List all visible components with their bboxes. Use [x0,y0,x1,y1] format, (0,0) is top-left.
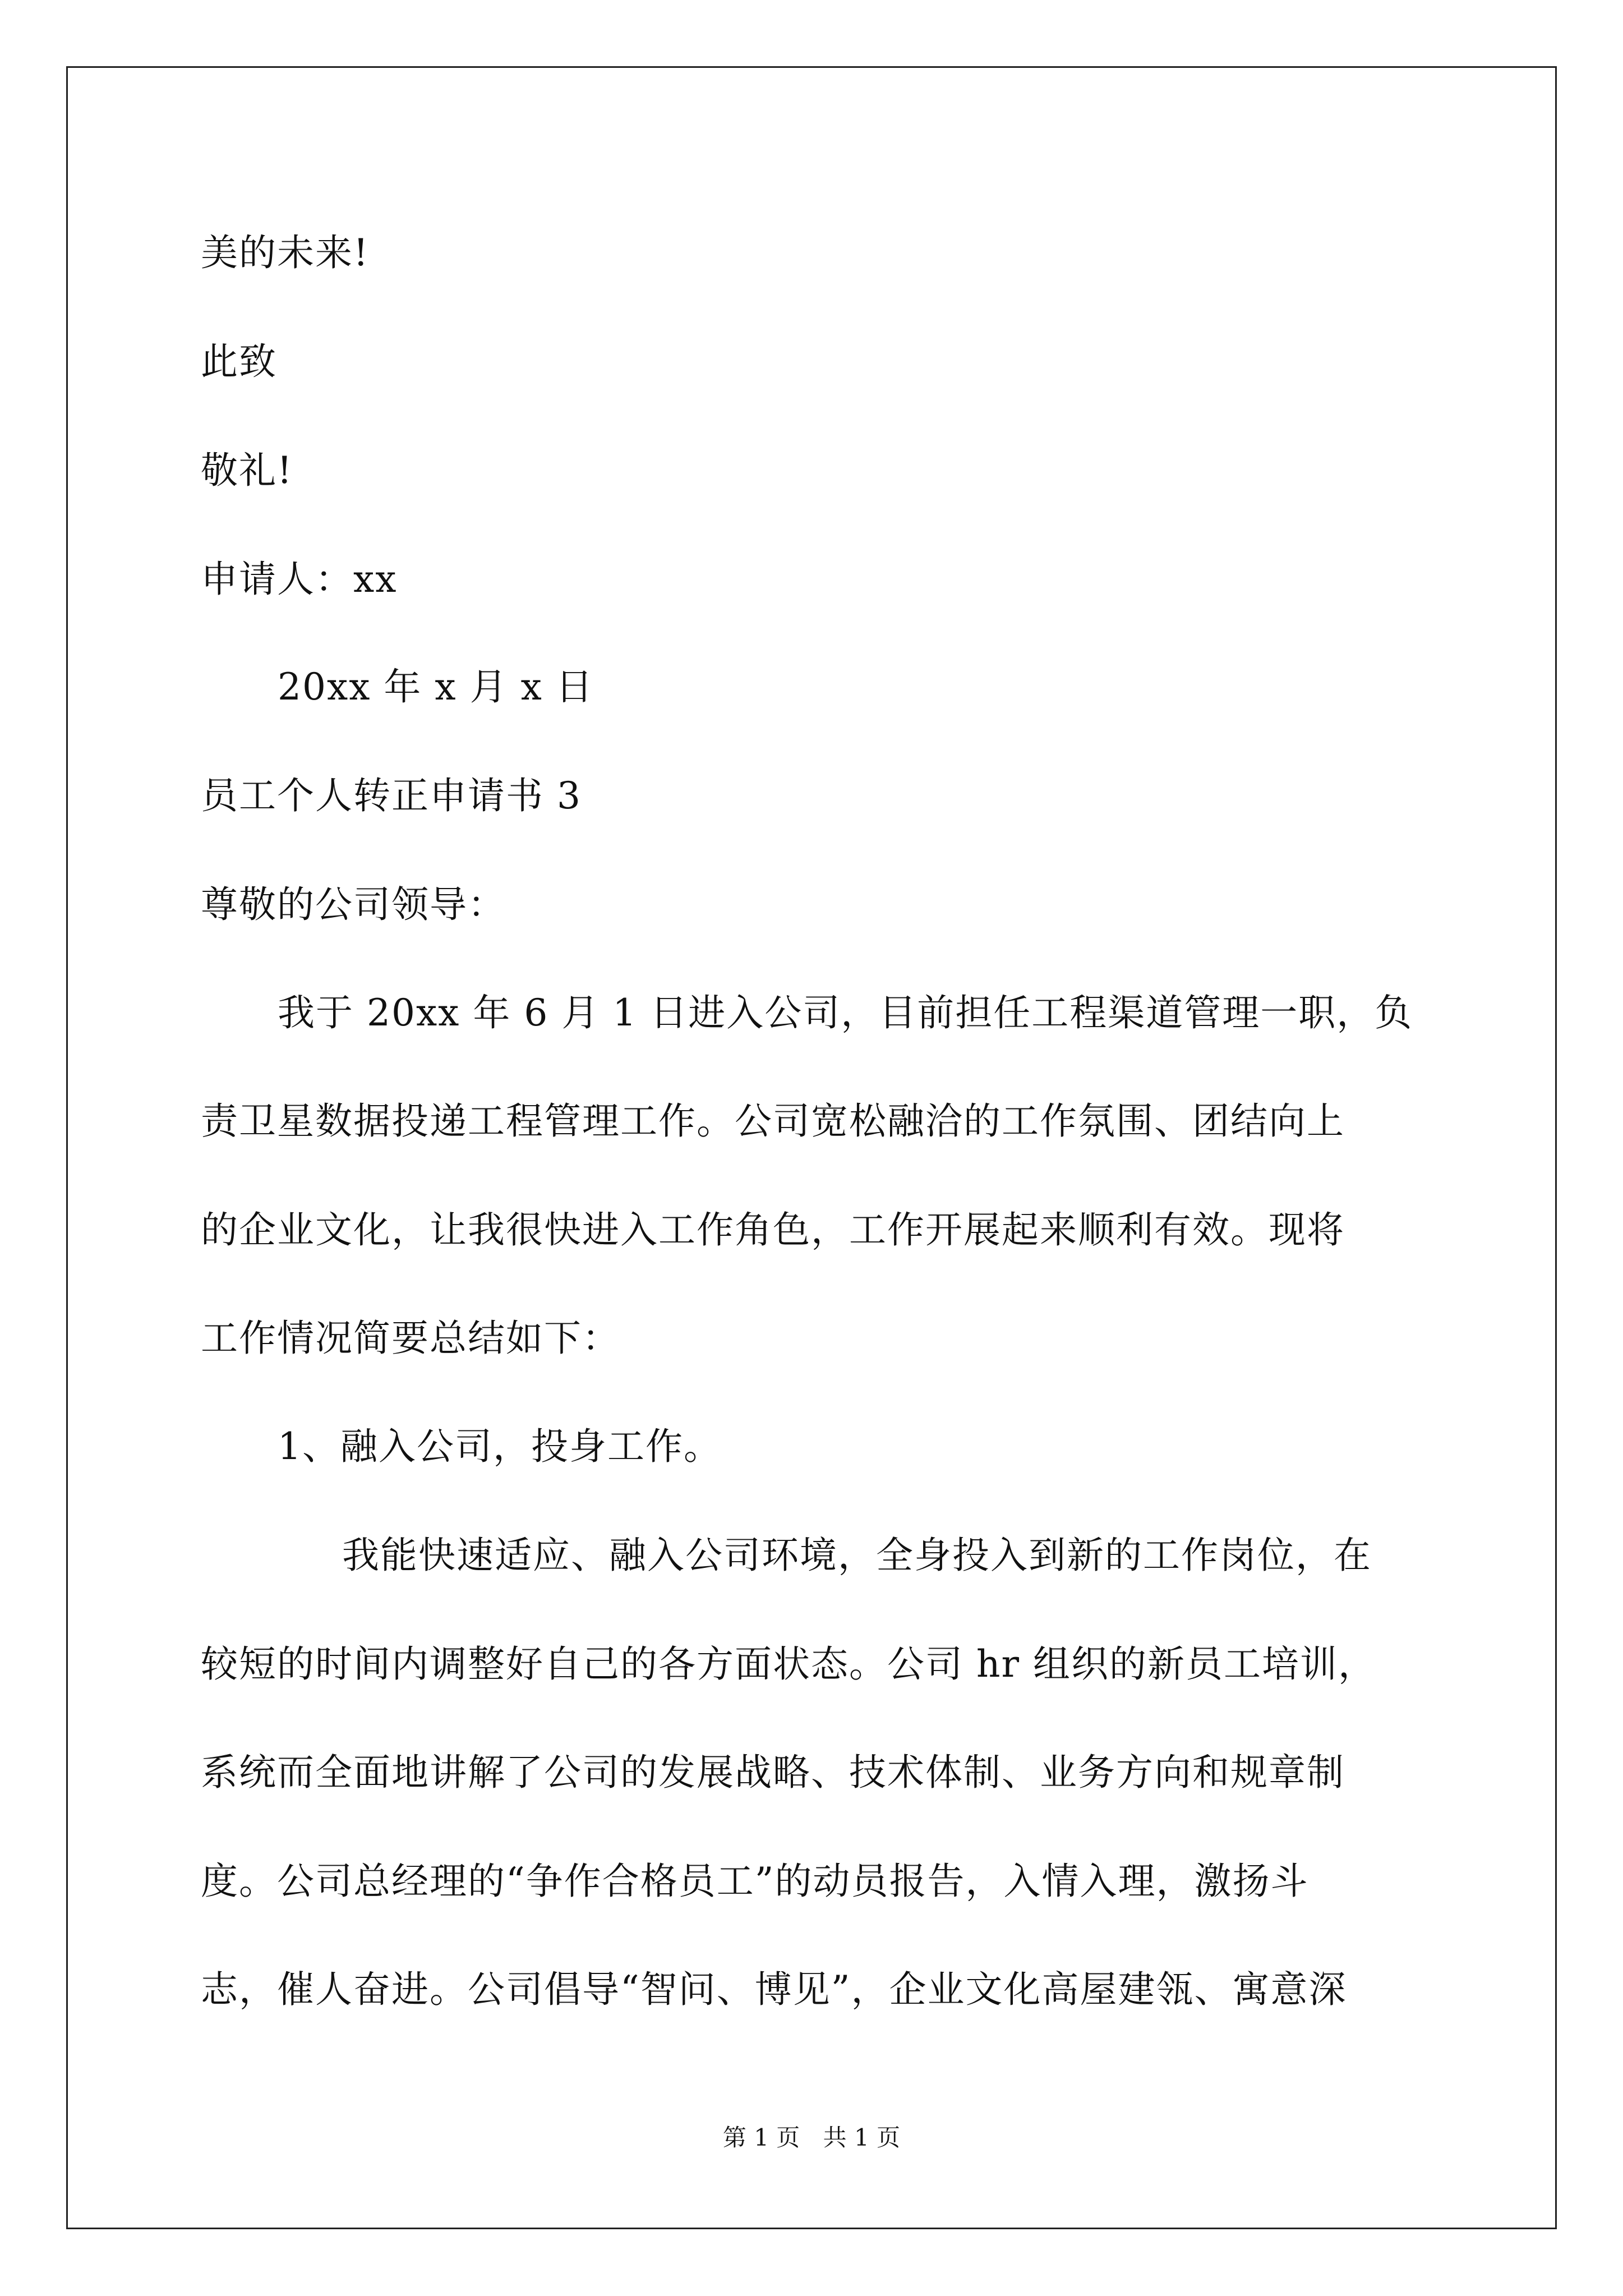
text-line: 美的未来! [201,231,370,274]
text-line: 申请人：xx [201,558,398,601]
paragraph-line: 我能快速适应、融入公司环境，全身投入到新的工作岗位，在 [342,1534,1372,1577]
page-border [66,66,1557,2229]
paragraph-line: 责卫星数据投递工程管理工作。公司宽松融洽的工作氛围、团结向上 [201,1099,1345,1143]
section-title: 员工个人转正申请书 3 [201,774,582,817]
list-heading: 1、融入公司，投身工作。 [278,1425,722,1468]
text-line: 此致 [201,340,277,383]
text-line: 敬礼! [201,449,293,492]
paragraph-line: 我于 20xx 年 6 月 1 日进入公司，目前担任工程渠道管理一职，负 [278,991,1413,1034]
page-footer [0,2126,1623,2150]
paragraph-line: 较短的时间内调整好自己的各方面状态。公司 hr 组织的新员工培训， [201,1642,1377,1686]
paragraph-line: 系统而全面地讲解了公司的发展战略、技术体制、业务方向和规章制 [201,1751,1345,1794]
page-total: 共 1 页 [823,2124,901,2151]
date-line: 20xx 年 x 月 x 日 [278,665,594,708]
page-number: 第 1 页 [722,2124,800,2151]
paragraph-line: 工作情况简要总结如下： [201,1317,620,1360]
paragraph-line: 志，催人奋进。公司倡导“智问、博见”，企业文化高屋建瓴、寓意深 [201,1968,1347,2011]
paragraph-line: 度。公司总经理的“争作合格员工”的动员报告，入情入理，激扬斗 [201,1860,1309,1903]
salutation: 尊敬的公司领导： [201,883,506,926]
paragraph-line: 的企业文化，让我很快进入工作角色，工作开展起来顺利有效。现将 [201,1208,1345,1251]
